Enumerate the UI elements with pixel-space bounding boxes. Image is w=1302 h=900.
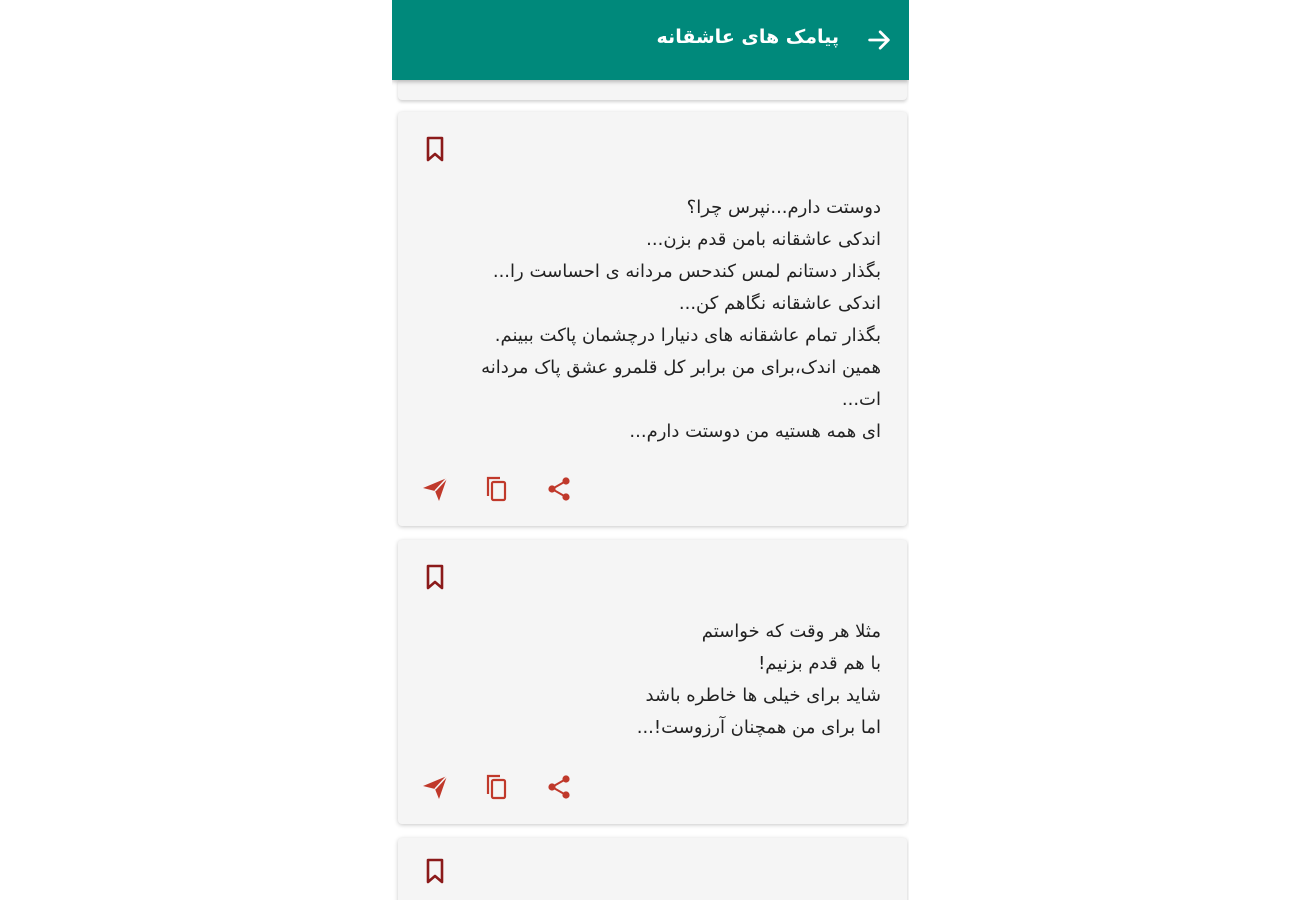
bookmark-icon[interactable] (424, 136, 446, 162)
message-card (398, 838, 907, 900)
back-arrow-icon[interactable] (865, 26, 893, 54)
bookmark-icon[interactable] (424, 858, 446, 884)
bookmark-icon[interactable] (424, 564, 446, 590)
previous-card-edge (398, 80, 907, 100)
message-text: دوستت دارم...نپرس چرا؟ اندکی عاشقانه بامن قدم بزن... بگذار دستانم لمس کندحس مردانه ی احساست را... اندکی عاشقانه نگاهم کن... بگذار تمام عاشقانه های دنیارا درچشمان پاکت ببینم. همین اندک،برای من برابر کل قلمرو عشق پاک مردانه ات... ای همه هستیه من دوستت دارم... (481, 197, 881, 442)
share-icon[interactable] (544, 474, 574, 504)
copy-icon[interactable] (482, 474, 512, 504)
app-screen (392, 0, 909, 900)
message-text: مثلا هر وقت که خواستم با هم قدم بزنیم! شاید برای خیلی ها خاطره باشد اما برای من همچنان آرزوست!... (636, 621, 881, 738)
app-bar (392, 0, 909, 80)
message-card (398, 112, 907, 526)
message-card (398, 540, 907, 824)
copy-icon[interactable] (482, 772, 512, 802)
message-actions (420, 474, 590, 504)
page-title: پیامک های عاشقانه (656, 26, 839, 48)
message-actions (420, 772, 590, 802)
share-icon[interactable] (544, 772, 574, 802)
send-icon[interactable] (420, 772, 450, 802)
send-icon[interactable] (420, 474, 450, 504)
